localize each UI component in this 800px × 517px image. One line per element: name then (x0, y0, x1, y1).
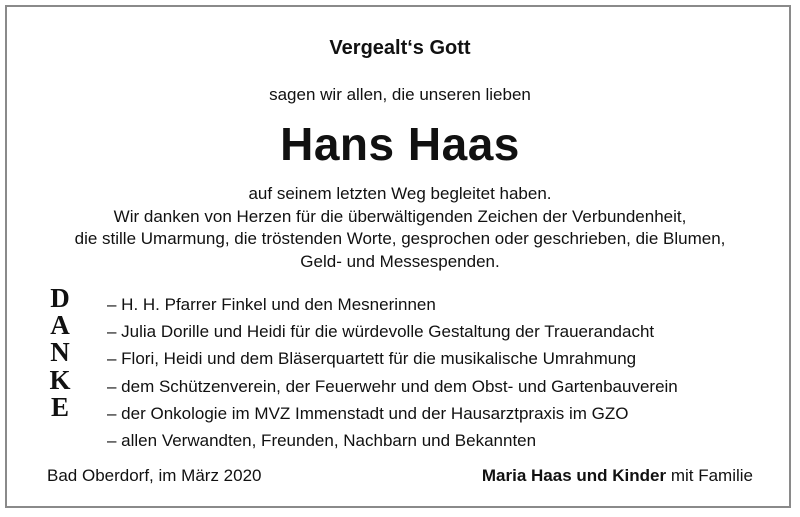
danke-letter: N (50, 337, 70, 368)
thanks-list-item: – Julia Dorille und Heidi für die würdevolle Gestaltung der Trauerandacht (107, 322, 655, 342)
signature-names: Maria Haas und Kinder (481, 466, 667, 485)
place-date: Bad Oberdorf, im März 2020 (47, 466, 262, 485)
obituary-notice-frame (5, 5, 791, 508)
thanks-list-item: – dem Schützenverein, der Feuerwehr und dem Obst- und Gartenbauverein (107, 376, 678, 396)
thanks-list-item: – Flori, Heidi und dem Bläserquartett für die musikalische Umrahmung (107, 349, 637, 369)
body-line: die stille Umarmung, die tröstenden Worte, gesprochen oder geschrieben, die Blumen, (74, 229, 726, 248)
danke-letter: D (50, 283, 70, 313)
signature (482, 466, 753, 486)
notice-heading: Vergealt‘s Gott (329, 37, 471, 59)
danke-letter: E (50, 391, 69, 422)
danke-letter: A (50, 310, 70, 341)
thanks-list-item: – der Onkologie im MVZ Immenstadt und der Hausarztpraxis im GZO (107, 403, 629, 423)
notice-body (7, 183, 793, 273)
body-line: Geld- und Messespenden. (300, 251, 500, 271)
body-line: auf seinem letzten Weg begleitet haben. (248, 184, 552, 203)
danke-vertical-word (43, 285, 77, 421)
deceased-name: Hans Haas (280, 118, 520, 170)
thanks-list-item: – H. H. Pfarrer Finkel und den Mesnerinnen (107, 295, 436, 314)
thanks-list-item: – allen Verwandten, Freunden, Nachbarn und Bekannten (107, 431, 537, 451)
signature-suffix: mit Familie (666, 466, 753, 485)
notice-subline: sagen wir allen, die unseren lieben (269, 85, 531, 104)
body-line: Wir danken von Herzen für die überwältigenden Zeichen der Verbundenheit, (113, 206, 687, 226)
danke-letter: K (49, 364, 71, 395)
thanks-list (107, 291, 678, 454)
